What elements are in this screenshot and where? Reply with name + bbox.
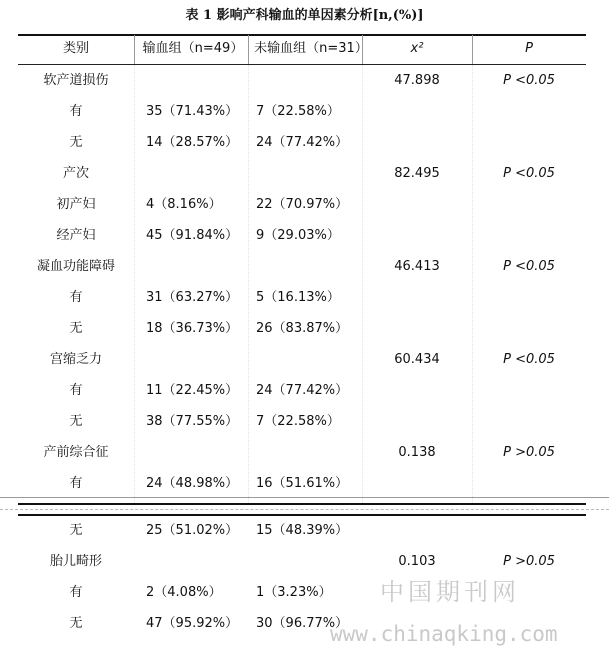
row-9-category: 无 xyxy=(69,321,83,336)
row-18-category: 无 xyxy=(69,616,83,631)
row-6-chi-square-value xyxy=(362,221,472,251)
row-9-non-transfusion-value: 26（83.87%） xyxy=(256,321,349,336)
row-3-p-value xyxy=(472,128,586,158)
row-12-non-transfusion-value: 7（22.58%） xyxy=(256,414,340,429)
row-14-p-value xyxy=(472,469,586,499)
row-18-transfusion-value: 47（95.92%） xyxy=(146,616,239,631)
header-non-transfusion-group: 未输血组（n=31） xyxy=(254,41,368,56)
watermark-url: www.chinaqking.com xyxy=(330,622,558,646)
row-11-transfusion-value: 11（22.45%） xyxy=(146,383,239,398)
row-6-non-transfusion-value: 9（29.03%） xyxy=(256,228,340,243)
row-13-chi-square-value: 0.138 xyxy=(398,445,436,460)
row-3-chi-square-value xyxy=(362,128,472,158)
row-16-non-transfusion-value xyxy=(248,547,374,577)
row-5-non-transfusion-value: 22（70.97%） xyxy=(256,197,349,212)
row-16-category: 胎儿畸形 xyxy=(49,554,102,569)
row-12-chi-square-value xyxy=(362,407,472,437)
row-10-non-transfusion-value xyxy=(248,345,374,375)
row-2-p-value xyxy=(472,97,586,127)
row-15-category: 无 xyxy=(69,523,83,538)
watermark-cn: 中国期刊网 xyxy=(380,578,520,606)
row-18-non-transfusion-value: 30（96.77%） xyxy=(256,616,349,631)
row-1-non-transfusion-value xyxy=(248,66,374,96)
row-4-p-value: P <0.05 xyxy=(503,166,555,181)
page-break-bottom-rule xyxy=(18,503,586,505)
row-15-chi-square-value xyxy=(362,516,472,546)
header-chi-square: x² xyxy=(410,41,424,56)
row-9-chi-square-value xyxy=(362,314,472,344)
row-14-chi-square-value xyxy=(362,469,472,499)
row-10-p-value: P <0.05 xyxy=(503,352,555,367)
row-15-transfusion-value: 25（51.02%） xyxy=(146,523,239,538)
row-5-transfusion-value: 4（8.16%） xyxy=(146,197,222,212)
row-7-p-value: P <0.05 xyxy=(503,259,555,274)
row-1-category: 软产道损伤 xyxy=(43,73,109,88)
row-12-transfusion-value: 38（77.55%） xyxy=(146,414,239,429)
row-8-non-transfusion-value: 5（16.13%） xyxy=(256,290,340,305)
row-7-non-transfusion-value xyxy=(248,252,374,282)
page-break-line xyxy=(0,509,609,510)
row-17-category: 有 xyxy=(69,585,83,600)
row-13-p-value: P >0.05 xyxy=(503,445,555,460)
row-5-chi-square-value xyxy=(362,190,472,220)
row-13-non-transfusion-value xyxy=(248,438,374,468)
row-16-chi-square-value: 0.103 xyxy=(398,554,436,569)
row-4-chi-square-value: 82.495 xyxy=(394,166,440,181)
row-6-transfusion-value: 45（91.84%） xyxy=(146,228,239,243)
row-14-transfusion-value: 24（48.98%） xyxy=(146,476,239,491)
row-2-transfusion-value: 35（71.43%） xyxy=(146,104,239,119)
row-14-non-transfusion-value: 16（51.61%） xyxy=(256,476,349,491)
row-9-transfusion-value: 18（36.73%） xyxy=(146,321,239,336)
row-5-category: 初产妇 xyxy=(56,197,96,212)
row-12-p-value xyxy=(472,407,586,437)
header-category: 类别 xyxy=(62,41,89,56)
row-10-chi-square-value: 60.434 xyxy=(394,352,440,367)
row-8-transfusion-value: 31（63.27%） xyxy=(146,290,239,305)
row-6-p-value xyxy=(472,221,586,251)
row-7-category: 凝血功能障碍 xyxy=(36,259,115,274)
header-transfusion-group: 输血组（n=49） xyxy=(142,41,244,56)
row-14-category: 有 xyxy=(69,476,83,491)
row-11-non-transfusion-value: 24（77.42%） xyxy=(256,383,349,398)
row-4-transfusion-value xyxy=(138,159,248,189)
header-p-value: P xyxy=(525,41,533,56)
row-1-chi-square-value: 47.898 xyxy=(394,73,440,88)
header-bottom-rule xyxy=(18,64,586,65)
row-2-chi-square-value xyxy=(362,97,472,127)
row-5-p-value xyxy=(472,190,586,220)
row-13-transfusion-value xyxy=(138,438,248,468)
row-1-transfusion-value xyxy=(138,66,248,96)
row-8-category: 有 xyxy=(69,290,83,305)
row-16-p-value: P >0.05 xyxy=(503,554,555,569)
row-11-chi-square-value xyxy=(362,376,472,406)
row-12-category: 无 xyxy=(69,414,83,429)
row-3-transfusion-value: 14（28.57%） xyxy=(146,135,239,150)
row-11-category: 有 xyxy=(69,383,83,398)
table-title: 表 1 影响产科输血的单因素分析[n,(%)] xyxy=(185,8,424,23)
row-11-p-value xyxy=(472,376,586,406)
row-15-non-transfusion-value: 15（48.39%） xyxy=(256,523,349,538)
row-2-non-transfusion-value: 7（22.58%） xyxy=(256,104,340,119)
row-17-transfusion-value: 2（4.08%） xyxy=(146,585,222,600)
row-13-category: 产前综合征 xyxy=(43,445,109,460)
row-7-chi-square-value: 46.413 xyxy=(394,259,440,274)
row-1-p-value: P <0.05 xyxy=(503,73,555,88)
row-8-p-value xyxy=(472,283,586,313)
row-17-non-transfusion-value: 1（3.23%） xyxy=(256,585,332,600)
column-guide xyxy=(134,65,135,503)
row-15-p-value xyxy=(472,516,586,546)
row-6-category: 经产妇 xyxy=(56,228,96,243)
row-7-transfusion-value xyxy=(138,252,248,282)
row-10-transfusion-value xyxy=(138,345,248,375)
row-4-category: 产次 xyxy=(62,166,89,181)
row-8-chi-square-value xyxy=(362,283,472,313)
row-10-category: 宫缩乏力 xyxy=(49,352,102,367)
row-16-transfusion-value xyxy=(138,547,248,577)
row-9-p-value xyxy=(472,314,586,344)
column-divider xyxy=(134,35,135,64)
row-4-non-transfusion-value xyxy=(248,159,374,189)
row-3-non-transfusion-value: 24（77.42%） xyxy=(256,135,349,150)
row-3-category: 无 xyxy=(69,135,83,150)
row-2-category: 有 xyxy=(69,104,83,119)
